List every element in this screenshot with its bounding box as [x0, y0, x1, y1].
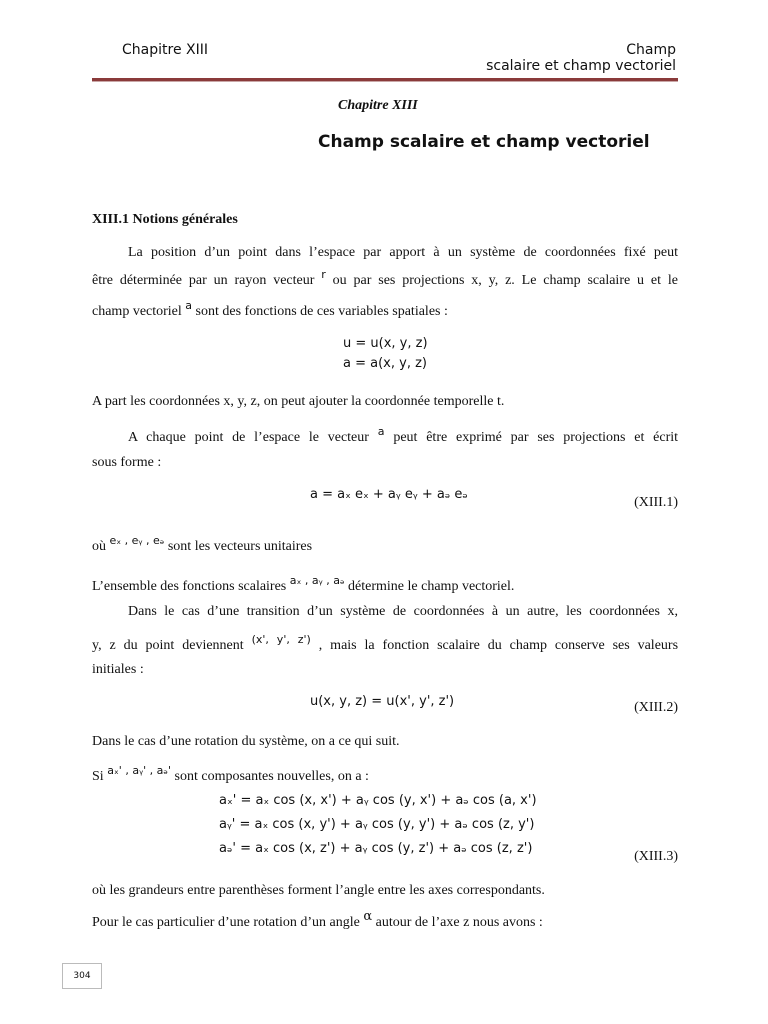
equation-number-3: (XIII.3)	[634, 849, 678, 864]
alpha-symbol: α	[363, 909, 373, 924]
equation-xiii-3-line-3: aₔ' = aₓ cos (x, z') + aᵧ cos (y, z') + aₔ cos (z, z')	[219, 841, 533, 856]
p5-b: détermine le champ vectoriel.	[348, 579, 515, 594]
paragraph-3-line-1	[128, 425, 679, 448]
unit-vectors-symbol: eₓ , eᵧ , eₔ	[109, 534, 165, 547]
p4-b: sont les vecteurs unitaires	[167, 539, 313, 554]
header-right-line1: Champ	[626, 42, 676, 58]
header-left: Chapitre XIII	[122, 42, 208, 58]
paragraph-10	[92, 909, 678, 933]
header-right-line2: scalaire et champ vectoriel	[486, 58, 676, 74]
p8-b: sont composantes nouvelles, on a :	[174, 769, 369, 784]
paragraph-1-line-1: La position d’un point dans l’espace par apport à un système de coordonnées fixé peut	[128, 245, 678, 260]
p6-line2-b: , mais la fonction scalaire du champ conserve ses valeurs	[318, 638, 679, 653]
equation-xiii-2: u(x, y, z) = u(x', y', z')	[310, 694, 455, 709]
equation-xiii-3-line-2: aᵧ' = aₓ cos (x, y') + aᵧ cos (y, y') + aₔ cos (z, y')	[219, 817, 535, 832]
p10-b: autour de l’axe z nous avons :	[375, 915, 543, 930]
new-coordinates-symbol: (x', y', z')	[251, 633, 311, 646]
paragraph-1-line-2	[92, 268, 678, 291]
p3-line1-a: A chaque point de l’espace le vecteur	[128, 430, 369, 445]
p5-a: L’ensemble des fonctions scalaires	[92, 579, 287, 594]
equation-xiii-1: a = aₓ eₓ + aᵧ eᵧ + aₔ eₔ	[310, 487, 468, 502]
p10-a: Pour le cas particulier d’une rotation d’un angle	[92, 915, 360, 930]
equation-a: a = a(x, y, z)	[343, 356, 427, 371]
paragraph-6-line-3: initiales :	[92, 662, 144, 677]
chapter-label: Chapitre XIII	[338, 98, 418, 113]
p8-a: Si	[92, 769, 104, 784]
equation-number-1: (XIII.1)	[634, 495, 678, 510]
paragraph-5	[92, 574, 678, 597]
vector-a-symbol: a	[185, 299, 193, 312]
vector-a-symbol-2: a	[377, 425, 385, 438]
paragraph-9: où les grandeurs entre parenthèses forment l’angle entre les axes correspondants.	[92, 883, 545, 898]
new-components-symbol: aₓ' , aᵧ' , aₔ'	[107, 764, 172, 777]
paragraph-4	[92, 534, 678, 557]
section-heading: XIII.1 Notions générales	[92, 212, 238, 227]
paragraph-7: Dans le cas d’une rotation du système, on a ce qui suit.	[92, 734, 400, 749]
vector-r-symbol: r	[321, 268, 326, 281]
paragraph-1-line-3	[92, 299, 678, 322]
p6-line2-a: y, z du point deviennent	[92, 638, 244, 653]
p4-a: où	[92, 539, 106, 554]
equation-number-2: (XIII.2)	[634, 700, 678, 715]
p1-line2-b: ou par ses projections x, y, z. Le champ scalaire u et le	[332, 273, 678, 288]
scalar-components-symbol: aₓ , aᵧ , aₔ	[289, 574, 345, 587]
equation-xiii-3-line-1: aₓ' = aₓ cos (x, x') + aᵧ cos (y, x') + aₔ cos (a, x')	[219, 793, 537, 808]
p1-line3-b: sont des fonctions de ces variables spatiales :	[195, 304, 448, 319]
chapter-title: Champ scalaire et champ vectoriel	[318, 132, 650, 152]
p1-line3-a: champ vectoriel	[92, 304, 182, 319]
page-number: 304	[62, 963, 102, 989]
paragraph-6-line-1: Dans le cas d’une transition d’un système de coordonnées à un autre, les coordonnées x,	[128, 604, 678, 619]
equation-u: u = u(x, y, z)	[343, 336, 428, 351]
paragraph-6-line-2	[92, 633, 679, 656]
p1-line2-a: être déterminée par un rayon vecteur	[92, 273, 315, 288]
header-rule	[92, 78, 678, 82]
paragraph-2: A part les coordonnées x, y, z, on peut ajouter la coordonnée temporelle t.	[92, 394, 505, 409]
paragraph-8	[92, 764, 678, 787]
p3-line1-b: peut être exprimé par ses projections et écrit	[393, 430, 679, 445]
paragraph-3-line-2: sous forme :	[92, 455, 162, 470]
